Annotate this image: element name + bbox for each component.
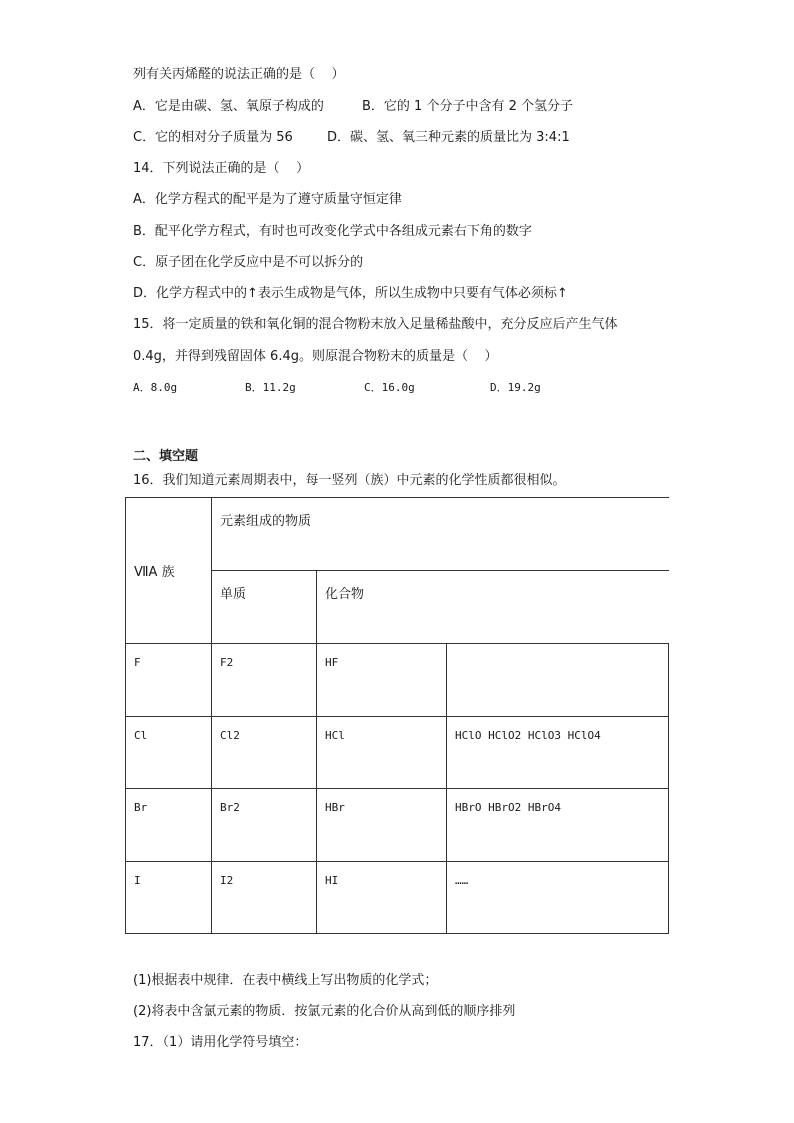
simple-substance-cell: I2 [212,862,317,934]
element-cell: F [126,644,212,717]
element-cell: I [126,862,212,934]
q14-stem: 14．下列说法正确的是（ ） [133,161,310,176]
hydride-cell: HF [317,644,447,717]
q14-option-b: B．配平化学方程式，有时也可改变化学式中各组成元素右下角的数字 [133,224,532,239]
simple-substance-header: 单质 [212,571,317,644]
q15-option-d: D．19.2g [490,381,541,394]
periodic-group-table [125,497,669,934]
group-header: ⅦA 族 [126,498,212,644]
simple-substance-cell: F2 [212,644,317,717]
q17-stem: 17．（1）请用化学符号填空： [133,1035,308,1050]
q15-option-a: A．8.0g [133,381,178,394]
q14-option-a: A．化学方程式的配平是为了遵守质量守恒定律 [133,192,402,207]
q13-option-b: B．它的 1 个分子中含有 2 个氢分子 [362,99,573,114]
oxyacid-cell: HClO HClO2 HClO3 HClO4 [447,717,669,789]
simple-substance-cell: Cl2 [212,717,317,789]
table-row [126,862,669,934]
element-cell: Cl [126,717,212,789]
compound-header: 化合物 [317,571,669,644]
q15-stem-line2: 0.4g，并得到残留固体 6.4g。则原混合物粉末的质量是（ ） [133,349,498,364]
q14-option-d: D．化学方程式中的↑表示生成物是气体，所以生成物中只要有气体必须标↑ [133,286,568,301]
q15-option-c: C．16.0g [364,381,415,394]
section-title: 二、填空题 [133,449,199,464]
q13-option-a: A．它是由碳、氢、氧原子构成的 [133,99,324,114]
oxyacid-cell: …… [447,862,669,934]
q16-stem: 16．我们知道元素周期表中，每一竖列（族）中元素的化学性质都很相似。 [133,473,566,488]
oxyacid-cell [447,644,669,717]
q13-option-d: D．碳、氢、氧三种元素的质量比为 3:4:1 [327,130,570,145]
table-row [126,644,669,717]
substances-header: 元素组成的物质 [212,498,669,571]
q16-sub-question-1: (1)根据表中规律．在表中横线上写出物质的化学式； [133,973,438,988]
q14-option-c: C．原子团在化学反应中是不可以拆分的 [133,255,364,270]
q16-sub-question-2: (2)将表中含氯元素的物质．按氯元素的化合价从高到低的顺序排列 [133,1004,516,1019]
q15-option-b: B．11.2g [245,381,296,394]
q15-stem-line1: 15．将一定质量的铁和氧化铜的混合物粉末放入足量稀盐酸中，充分反应后产生气体 [133,317,618,332]
q13-option-c: C．它的相对分子质量为 56 [133,130,293,145]
table-row [126,717,669,789]
table-row [126,789,669,862]
oxyacid-cell: HBrO HBrO2 HBrO4 [447,789,669,862]
simple-substance-cell: Br2 [212,789,317,862]
element-cell: Br [126,789,212,862]
q13-stem: 列有关丙烯醛的说法正确的是（ ） [133,67,345,82]
hydride-cell: HI [317,862,447,934]
hydride-cell: HBr [317,789,447,862]
hydride-cell: HCl [317,717,447,789]
